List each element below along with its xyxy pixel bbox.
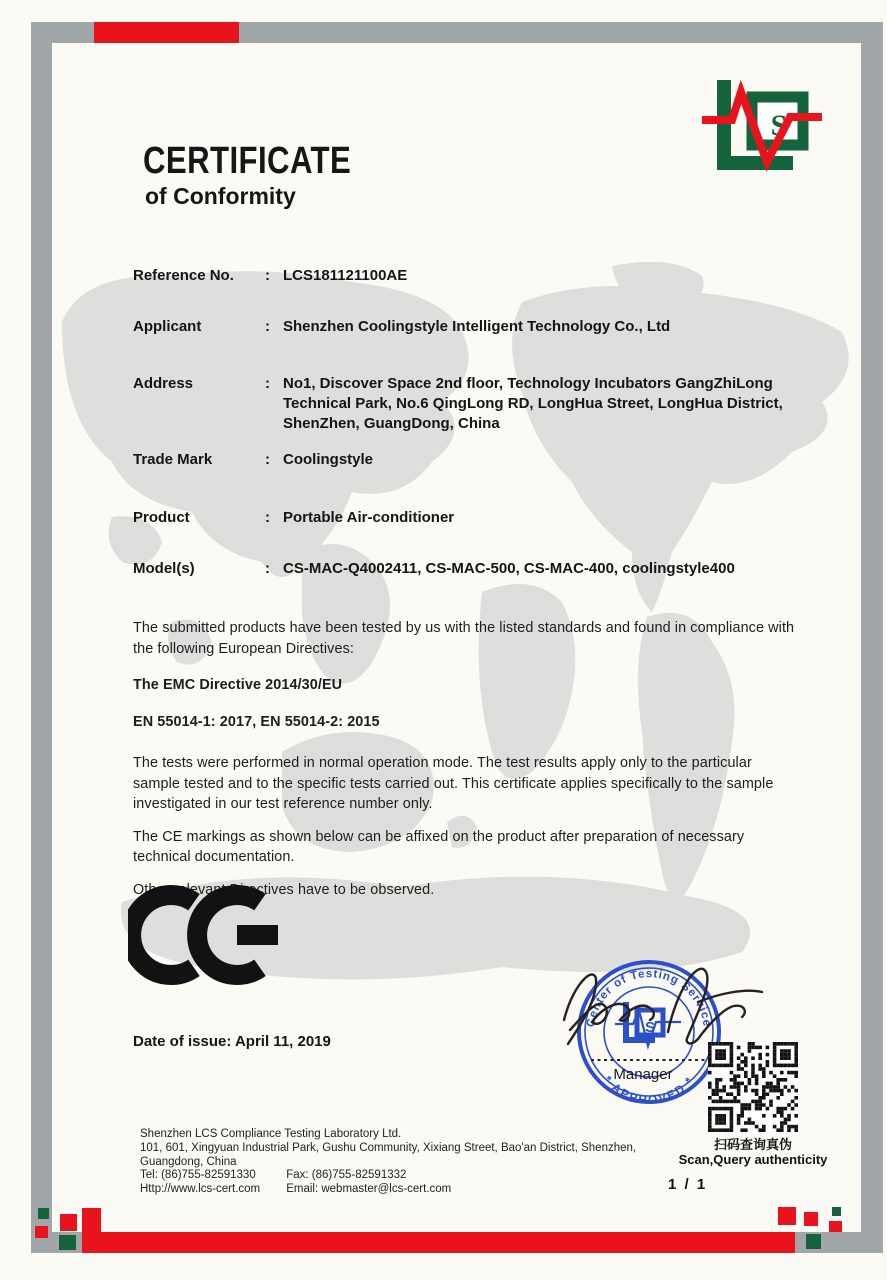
field-value: Portable Air-conditioner — [283, 509, 455, 526]
field-reference-no — [133, 266, 793, 286]
footer-company: Shenzhen LCS Compliance Testing Laboratory Ltd. — [140, 1128, 402, 1140]
field-value: LCS181121100AE — [283, 267, 408, 284]
field-label: Address — [133, 375, 194, 392]
qr-caption-zh: 扫码查询真伪 — [713, 1137, 792, 1152]
page-subtitle: of Conformity — [145, 183, 296, 209]
field-value: Coolingstyle — [283, 451, 374, 468]
field-colon: : — [265, 375, 270, 392]
field-colon: : — [265, 318, 270, 335]
footer-address-line2: Guangdong, China — [140, 1155, 237, 1168]
ce-mark-icon — [128, 882, 280, 988]
field-applicant — [133, 317, 793, 337]
paragraph-tests: The tests were performed in normal operation mode. The test results apply only to the particular sample tested and to the specific tests carried out. This certificate applies specifically to the sample investigated in our test reference number only. — [133, 755, 774, 812]
field-label: Reference No. — [133, 267, 234, 284]
footer-block — [140, 1128, 636, 1197]
svg-text:S: S — [644, 1019, 656, 1036]
footer-web: Http://www.lcs-cert.com — [140, 1183, 261, 1196]
footer-address-line1: 101, 601, Xingyuan Industrial Park, Gushu Community, Xixiang Street, Bao'an District, Shenzhen, — [140, 1141, 637, 1154]
stamp-ring-text-bottom: * APPROVED * — [600, 1073, 698, 1108]
footer-email: Email: webmaster@lcs-cert.com — [286, 1183, 452, 1196]
field-value: Shenzhen Coolingstyle Intelligent Technology Co., Ltd — [283, 318, 671, 335]
field-colon: : — [265, 451, 270, 468]
stamp-ring-text-top: Center of Testing Service — [585, 968, 713, 1029]
paragraph-ce-markings: The CE markings as shown below can be affixed on the product after preparation of necessary technical documentation. — [133, 828, 745, 865]
field-colon: : — [265, 509, 270, 526]
page-number: 1 / 1 — [668, 1176, 708, 1193]
field-trade-mark — [133, 450, 793, 470]
field-product — [133, 508, 793, 528]
field-colon: : — [265, 267, 270, 284]
certificate-fields — [133, 266, 793, 579]
field-label: Applicant — [133, 318, 202, 335]
footer-tel: Tel: (86)755-82591330 — [140, 1169, 256, 1182]
field-label: Model(s) — [133, 560, 195, 577]
qr-code — [708, 1042, 798, 1132]
field-colon: : — [265, 560, 270, 577]
paragraph-intro: The submitted products have been tested by us with the listed standards and found in compliance with the following European Directives: — [133, 620, 795, 657]
paragraph-other-directives: Other relevant Directives have to be observed. — [133, 881, 435, 898]
field-address — [133, 374, 793, 434]
field-label: Product — [133, 509, 190, 526]
qr-caption-en: Scan,Query authenticity — [678, 1152, 828, 1167]
date-of-issue: Date of issue: April 11, 2019 — [133, 1033, 331, 1050]
field-value: No1, Discover Space 2nd floor, Technology Incubators GangZhiLong Technical Park, No.6 QingLong RD, LongHua Street, LongHua District, ShenZhen, GuangDong, China — [283, 375, 783, 432]
stamp-role-text: Manager — [613, 1066, 673, 1083]
lcs-logo — [700, 72, 825, 172]
paragraph-standards: EN 55014-1: 2017, EN 55014-2: 2015 — [133, 713, 380, 730]
statement-paragraphs — [133, 618, 795, 912]
footer-fax: Fax: (86)755-82591332 — [286, 1169, 407, 1182]
field-value: CS-MAC-Q4002411, CS-MAC-500, CS-MAC-400, coolingstyle400 — [283, 560, 735, 577]
field-models — [133, 559, 793, 579]
page-title: CERTIFICATE — [143, 140, 352, 182]
logo-letter: S — [770, 109, 788, 142]
field-label: Trade Mark — [133, 451, 213, 468]
paragraph-directive: The EMC Directive 2014/30/EU — [133, 677, 343, 693]
